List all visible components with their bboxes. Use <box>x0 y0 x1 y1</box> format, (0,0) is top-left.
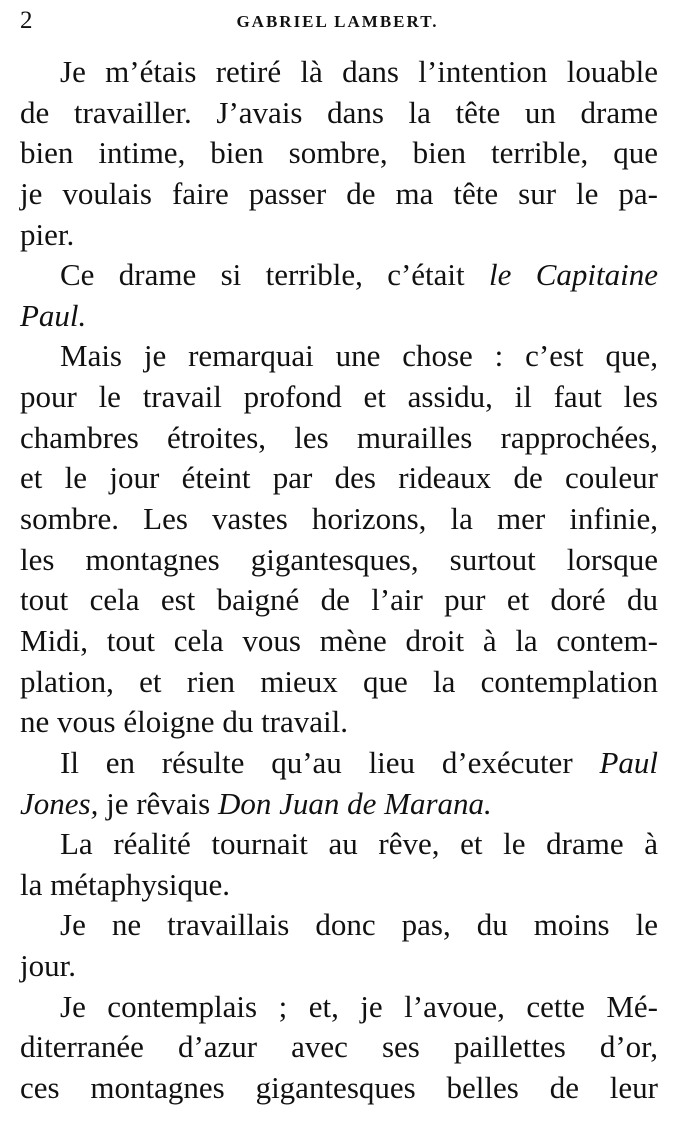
text-line <box>20 52 658 93</box>
text-segment: et le jour éteint par des rideaux de couleur <box>20 460 658 496</box>
running-title: GABRIEL LAMBERT. <box>236 12 439 31</box>
text-segment: la métaphysique. <box>20 866 231 902</box>
text-line <box>20 499 658 540</box>
text-line <box>20 580 658 621</box>
text-line <box>20 743 658 784</box>
text-segment: pour le travail profond et assidu, il faut les <box>20 379 658 415</box>
text-segment: ces montagnes gigantesques belles de leur <box>20 1070 658 1106</box>
italic-text-segment: Paul. <box>20 297 87 333</box>
page-number: 2 <box>20 7 33 34</box>
italic-text-segment: le Capitaine <box>489 257 658 293</box>
text-line <box>20 1068 658 1109</box>
text-line <box>20 865 658 906</box>
text-line <box>20 662 658 703</box>
text-line <box>20 336 658 377</box>
text-line <box>20 621 658 662</box>
text-line <box>20 946 658 987</box>
text-segment: tout cela est baigné de l’air pur et doré du <box>20 582 658 618</box>
text-segment: bien intime, bien sombre, bien terrible, que <box>20 135 658 171</box>
text-line <box>20 377 658 418</box>
body-text <box>20 52 658 1109</box>
text-line <box>20 1027 658 1068</box>
text-line <box>20 784 658 825</box>
text-segment: Je ne travaillais donc pas, du moins le <box>60 907 658 943</box>
text-line <box>20 987 658 1028</box>
text-line <box>20 418 658 459</box>
text-line <box>20 540 658 581</box>
text-segment: diterranée d’azur avec ses paillettes d’or, <box>20 1029 658 1065</box>
text-segment: ne vous éloigne du travail. <box>20 704 348 740</box>
text-line <box>20 824 658 865</box>
text-line <box>20 702 658 743</box>
text-segment: Je m’étais retiré là dans l’intention louable <box>60 54 658 89</box>
text-line <box>20 255 658 296</box>
text-segment: je rêvais <box>98 785 218 821</box>
text-segment: chambres étroites, les murailles rapprochées, <box>20 419 658 455</box>
text-segment: les montagnes gigantesques, surtout lorsque <box>20 541 658 577</box>
text-segment: Je contemplais ; et, je l’avoue, cette Mé- <box>60 988 658 1024</box>
page-header <box>0 6 675 36</box>
text-segment: plation, et rien mieux que la contemplation <box>20 663 658 699</box>
text-segment: La réalité tournait au rêve, et le drame à <box>60 826 658 862</box>
text-segment: Il en résulte qu’au lieu d’exécuter <box>60 744 600 780</box>
text-segment: sombre. Les vastes horizons, la mer infinie, <box>20 501 658 537</box>
text-segment: jour. <box>20 948 76 984</box>
text-line <box>20 296 658 337</box>
text-line <box>20 93 658 134</box>
text-segment: pier. <box>20 216 75 252</box>
text-segment: de travailler. J’avais dans la tête un drame <box>20 94 658 130</box>
text-segment: Ce drame si terrible, c’était <box>60 257 489 293</box>
text-line <box>20 133 658 174</box>
text-line <box>20 905 658 946</box>
italic-text-segment: Jones, <box>20 785 99 821</box>
text-segment: Midi, tout cela vous mène droit à la contem- <box>20 622 658 658</box>
text-line <box>20 215 658 256</box>
text-segment: je voulais faire passer de ma tête sur le pa- <box>20 175 658 211</box>
italic-text-segment: Don Juan de Marana. <box>217 785 492 821</box>
italic-text-segment: Paul <box>599 744 658 780</box>
text-segment: Mais je remarquai une chose : c’est que, <box>60 338 658 374</box>
text-line <box>20 458 658 499</box>
text-line <box>20 174 658 215</box>
